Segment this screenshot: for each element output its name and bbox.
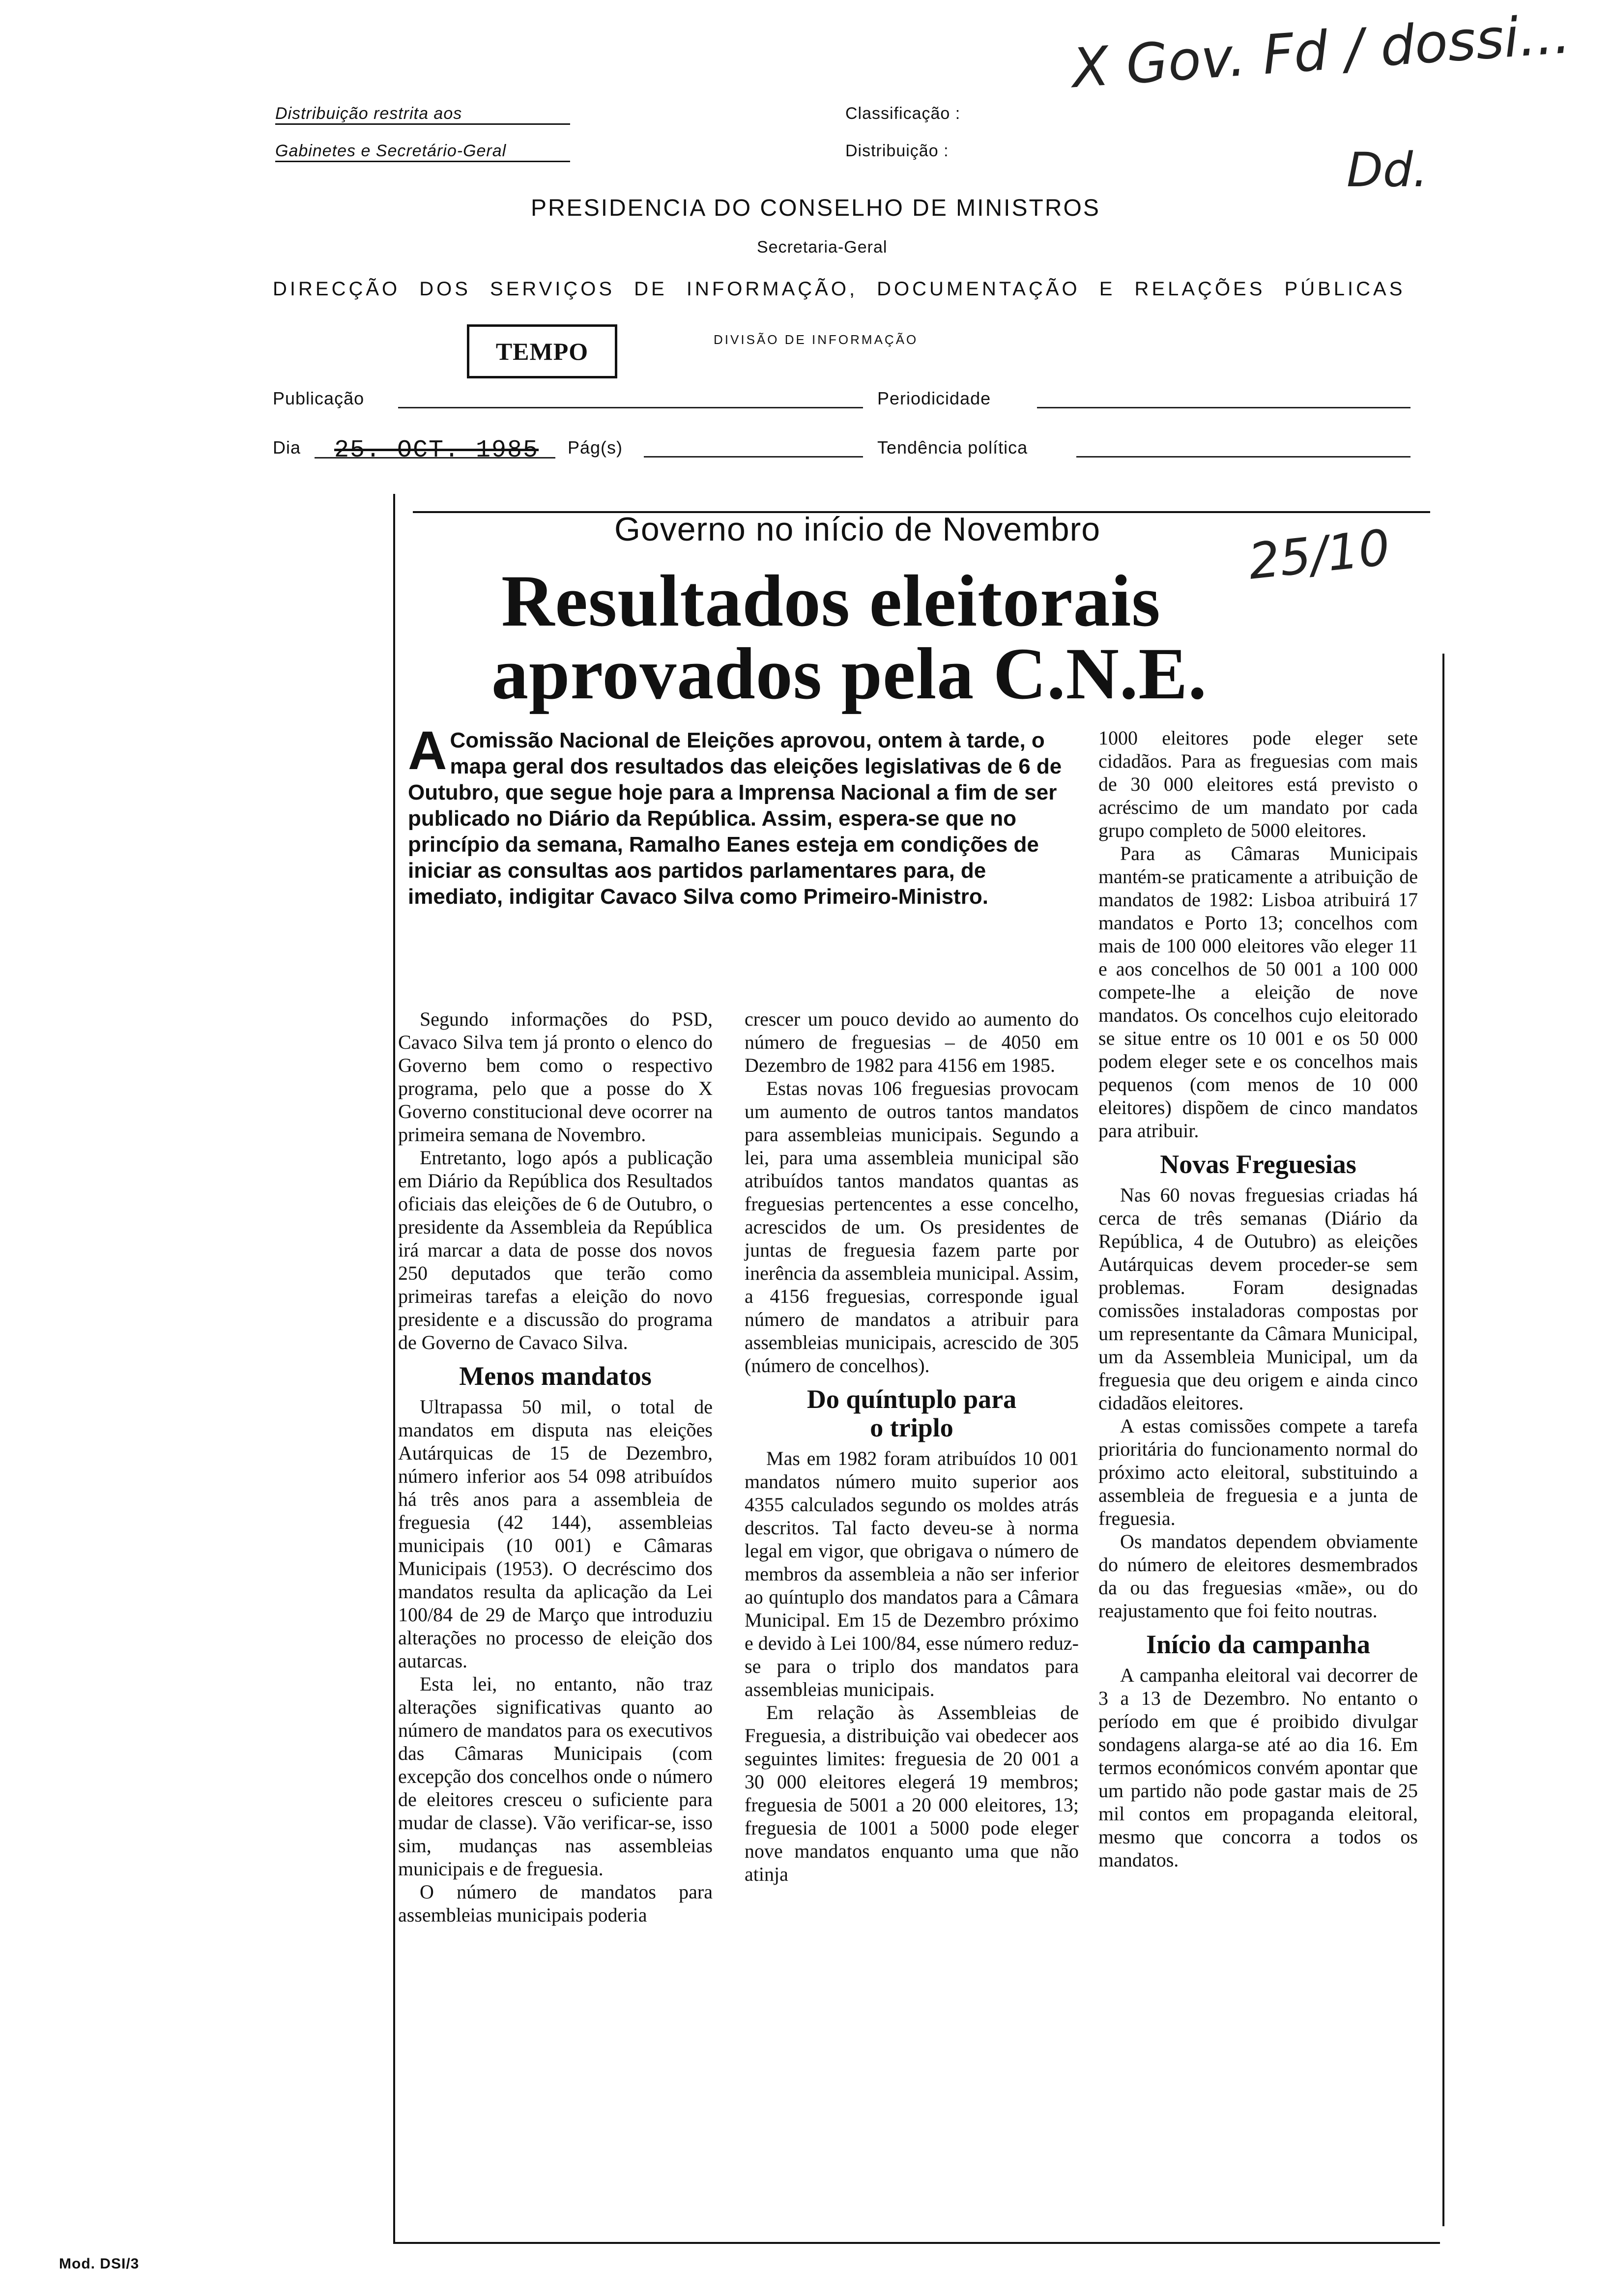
paragraph: Em relação às Assembleias de Freguesia, a distribuição vai obedecer aos seguintes limites: freguesia de 20 001 a 30 000 eleitores elegerá 19 membros; freguesia de 5001 a 20 000 eleitores, 13; freguesia de 1001 a 5000 pode eleger nove mandatos enquanto uma que não atinja [745, 1701, 1079, 1885]
article-column-1 [398, 1007, 713, 1926]
subheading-quintuplo-triplo: Do quíntuplo para o triplo [806, 1384, 1017, 1442]
paragraph: Nas 60 novas freguesias criadas há cerca de três semanas (Diário da República, 4 de Outubro) as eleições Autárquicas devem proceder-se sem problemas. Foram designadas comissões instaladoras compostas por um representante da Câmara Municipal, um da Assembleia Municipal, um da freguesia que deu origem e ainda cinco cidadãos eleitores. [1098, 1184, 1418, 1414]
lead-dropcap: A [408, 720, 447, 781]
publication-stamp: TEMPO [467, 324, 617, 378]
publicacao-label: Publicação [273, 388, 365, 408]
paragraph: Segundo informações do PSD, Cavaco Silva tem já pronto o elenco do Governo bem como o respectivo programa, pelo que a posse do X Governo constitucional deve ocorrer na primeira semana de Novembro. [398, 1008, 713, 1146]
article-column-3 [1098, 726, 1418, 1871]
tendencia-field [1076, 456, 1410, 458]
lead-text: Comissão Nacional de Eleições aprovou, ontem à tarde, o mapa geral dos resultados das eleições legislativas de 6 de Outubro, que segue hoje para a Imprensa Nacional a fim de ser publicado no Diário da República. Assim, espera-se que no princípio da semana, Ramalho Eanes esteja em condições de iniciar as consultas aos partidos parlamentares para, de imediato, indigitar Cavaco Silva como Primeiro-Ministro. [408, 728, 1062, 909]
article-kicker: Governo no início de Novembro [614, 511, 1101, 548]
distribuicao-label: Distribuição : [845, 142, 949, 160]
article-headline-line1: Resultados eleitorais [501, 560, 1161, 642]
margin-date-note: 25/10 [1245, 518, 1393, 591]
publicacao-field [398, 407, 863, 408]
paragraph: Entretanto, logo após a publicação em Diário da República dos Resultados oficiais das eleições de 6 de Outubro, o presidente da Assembleia da República irá marcar a data de posse dos novos 250 deputados que terão como primeiras tarefas a eleição do novo presidente e a discussão do programa de Governo de Cavaco Silva. [398, 1147, 713, 1353]
article-lead [408, 720, 1076, 910]
direccao-servicos: DIRECÇÃO DOS SERVIÇOS DE INFORMAÇÃO, DOCUMENTAÇÃO E RELAÇÕES PÚBLICAS [273, 278, 1406, 300]
paragraph: Para as Câmaras Municipais mantém-se praticamente a atribuição de mandatos de 1982: Lisboa atribuirá 17 mandatos e Porto 13; concelhos com mais de 100 000 eleitores vão eleger 11 e aos concelhos de 50 001 a 100 000 compete-lhe a eleição de nove mandatos. Os concelhos cujo eleitorado se situe entre os 10 001 e os 50 000 podem eleger sete e os concelhos mais pequenos (com menos de 10 000 eleitores) dispõem de cinco mandatos para atribuir. [1098, 842, 1418, 1142]
paragraph: A estas comissões compete a tarefa prioritária do funcionamento normal do próximo acto eleitoral, substituindo a assembleia de freguesia e a junta de freguesia. [1098, 1415, 1418, 1529]
paragraph: O número de mandatos para assembleias municipais poderia [398, 1881, 713, 1926]
distribution-note-line2: Gabinetes e Secretário-Geral [275, 142, 570, 162]
handwritten-note: X Gov. Fd / dossi... [1069, 2, 1573, 100]
paragraph: A campanha eleitoral vai decorrer de 3 a 13 de Dezembro. No entanto o período em que é proibido divulgar sondagens alarga-se até ao dia 16. Em termos económicos convém apontar que um partido não pode gastar mais de 25 mil contos em propaganda eleitoral, mesmo que concorra a todos os mandatos. [1098, 1664, 1418, 1871]
article-bottom-rule [393, 2242, 1440, 2244]
periodicidade-field [1037, 407, 1410, 408]
article-column-2 [745, 1007, 1079, 1886]
pags-label: Pág(s) [568, 437, 623, 458]
paragraph: Mas em 1982 foram atribuídos 10 001 mandatos número muito superior aos 4355 calculados segundo os moldes atrás descritos. Tal facto deveu-se à norma legal em vigor, que obrigava o número de membros da assembleia a não ser inferior ao quíntuplo dos mandatos para a Câmara Municipal. Em 15 de Dezembro próximo e devido à Lei 100/84, esse número reduz-se para o triplo dos mandatos para assembleias municipais. [745, 1447, 1079, 1700]
tendencia-label: Tendência política [877, 437, 1028, 458]
dia-date-stamp: 25. OCT. 1985 [334, 436, 539, 464]
article-right-rule [1442, 654, 1444, 2226]
handwritten-note-initials: Dd. [1347, 143, 1428, 198]
paragraph: crescer um pouco devido ao aumento do número de freguesias – de 4050 em Dezembro de 1982 para 4156 em 1985. [745, 1008, 1079, 1076]
paragraph: Ultrapassa 50 mil, o total de mandatos em disputa nas eleições Autárquicas de 15 de Dezembro, número inferior aos 54 098 atribuídos há três anos para a assembleia de freguesia (42 144), assembleias municipais (10 001) e Câmaras Municipais (1953). O decréscimo dos mandatos resulta da aplicação da Lei 100/84 de 29 de Março que introduziu alterações no processo de eleição dos autarcas. [398, 1396, 713, 1672]
distribution-note-line1: Distribuição restrita aos [275, 104, 570, 125]
form-code: Mod. DSI/3 [59, 2256, 140, 2272]
dia-label: Dia [273, 437, 301, 458]
paragraph: Esta lei, no entanto, não traz alterações significativas quanto ao número de mandatos para os executivos das Câmaras Municipais (com excepção dos concelhos onde o número de eleitores cresceu o suficiente para mudar de classe). Vão verificar-se, isso sim, mudanças nas assembleias municipais e de freguesia. [398, 1673, 713, 1880]
divisao-informacao: DIVISÃO DE INFORMAÇÃO [714, 332, 919, 347]
pags-field [644, 456, 863, 458]
article-left-rule [393, 494, 395, 2243]
subheading-novas-freguesias: Novas Freguesias [1160, 1149, 1356, 1179]
dia-field [315, 457, 555, 459]
paragraph: 1000 eleitores pode eleger sete cidadãos. Para as freguesias com mais de 30 000 eleitores está previsto o acréscimo de um mandato por cada grupo completo de 5000 eleitores. [1098, 727, 1418, 841]
article-headline-line2: aprovados pela C.N.E. [491, 633, 1207, 715]
classificacao-label: Classificação : [845, 104, 961, 123]
periodicidade-label: Periodicidade [877, 388, 991, 408]
paragraph: Estas novas 106 freguesias provocam um aumento de outros tantos mandatos para assembleias municipais. Segundo a lei, para uma assembleia municipal são atribuídos tantos mandatos quantas as freguesias pertencentes a esse concelho, acrescidos de um. Os presidentes de juntas de freguesia fazem parte por inerência da assembleia municipal. Assim, a 4156 freguesias, corresponde igual número de mandatos a atribuir para assembleias municipais, acrescido de 305 (número de concelhos). [745, 1077, 1079, 1377]
subheading-menos-mandatos: Menos mandatos [459, 1361, 652, 1391]
subheading-inicio-campanha: Início da campanha [1146, 1630, 1371, 1659]
secretaria-geral: Secretaria-Geral [757, 238, 888, 257]
institution-title: PRESIDENCIA DO CONSELHO DE MINISTROS [531, 195, 1100, 221]
paragraph: Os mandatos dependem obviamente do número de eleitores desmembrados da ou das freguesias «mãe», ou do reajustamento que foi feito noutras. [1098, 1530, 1418, 1622]
